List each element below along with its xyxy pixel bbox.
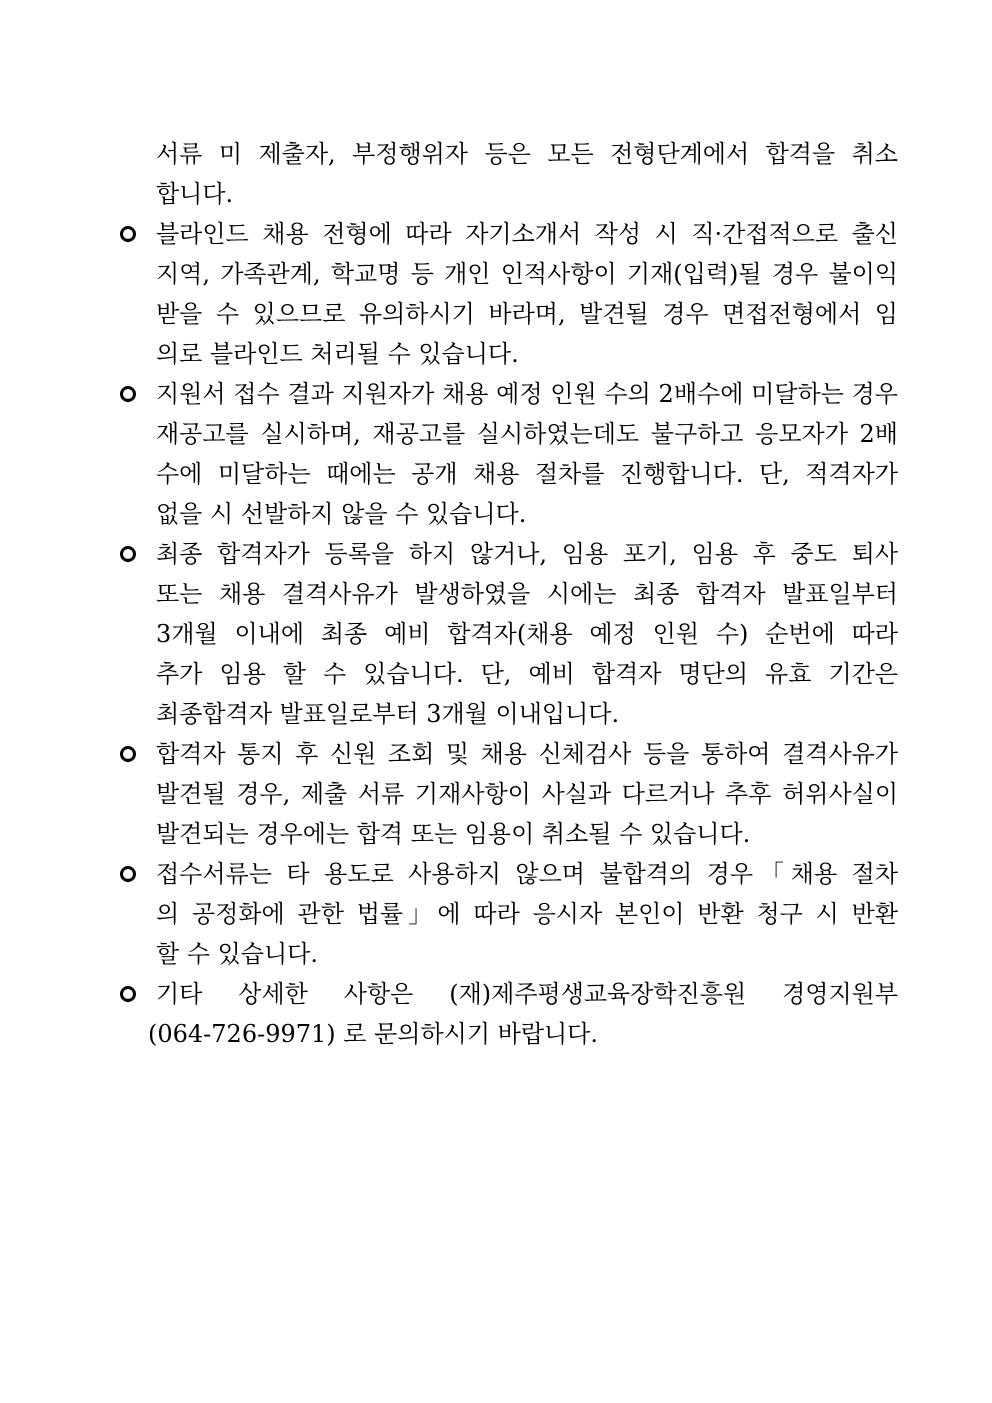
text-line-content: 의로 블라인드 처리될 수 있습니다. [156,340,519,368]
text-line-content: 블라인드 채용 전형에 따라 자기소개서 작성 시 직·간접적으로 출신 [156,220,898,248]
text-line-content: 접수서류는 타 용도로 사용하지 않으며 불합격의 경우「채용 절차 [156,860,898,888]
text-line [118,294,898,334]
text-line [118,814,898,854]
text-line-wrap [156,374,898,414]
text-line-content: 추가 임용 할 수 있습니다. 단, 예비 합격자 명단의 유효 기간은 [156,660,898,688]
text-line [118,454,898,494]
notice-item-contact [118,974,898,1054]
text-line-content: 또는 채용 결격사유가 발생하였을 시에는 최종 합격자 발표일부터 [156,580,898,608]
text-line [118,1014,898,1054]
text-line-content: 수에 미달하는 때에는 공개 채용 절차를 진행합니다. 단, 적격자가 [156,460,898,488]
bullet-holder [118,546,156,562]
text-line [118,254,898,294]
notice-item-first-line [118,374,898,414]
contact-phone-line: (064-726-9971) 로 문의하시기 바랍니다. [148,1020,598,1048]
text-line-content: 발견되는 경우에는 합격 또는 임용이 취소될 수 있습니다. [156,820,751,848]
text-line-content: 받을 수 있으므로 유의하시기 바라며, 발견될 경우 면접전형에서 임 [156,300,898,328]
text-line [118,654,898,694]
text-line [118,174,898,214]
text-line-content: 없을 시 선발하지 않을 수 있습니다. [156,500,527,528]
notice-item-first-line [118,534,898,574]
text-line-content: 최종합격자 발표일로부터 3개월 이내입니다. [156,700,620,728]
notice-item-reserve-candidates [118,534,898,734]
bullet-holder [118,226,156,242]
text-line [118,894,898,934]
document-body [118,134,898,1054]
bullet-holder [118,746,156,762]
text-line-content: 의 공정화에 관한 법률」에 따라 응시자 본인이 반환 청구 시 반환 [156,900,898,928]
bullet-holder [118,386,156,402]
hollow-circle-bullet-icon [120,866,136,882]
bullet-holder [118,986,156,1002]
text-line-content: 기타 상세한 사항은 (재)제주평생교육장학진흥원 경영지원부 [156,980,898,1008]
text-line-content: 서류 미 제출자, 부정행위자 등은 모든 전형단계에서 합격을 취소 [156,140,898,168]
notice-item-applicant-shortfall [118,374,898,534]
text-line [118,134,898,174]
text-line [118,934,898,974]
text-line-wrap [156,534,898,574]
text-line [118,414,898,454]
notice-item-first-line [118,214,898,254]
notice-item-document-return [118,854,898,974]
text-line-wrap [156,854,898,894]
text-line-content: 합니다. [156,180,234,208]
text-line-wrap [156,214,898,254]
text-line-content: 발견될 경우, 제출 서류 기재사항이 사실과 다르거나 추후 허위사실이 [156,780,898,808]
notice-item-first-line [118,974,898,1014]
hollow-circle-bullet-icon [120,226,136,242]
notice-item-first-line [118,854,898,894]
text-line [118,574,898,614]
text-line [118,494,898,534]
hollow-circle-bullet-icon [120,746,136,762]
text-line [118,334,898,374]
hollow-circle-bullet-icon [120,386,136,402]
notice-item-first-line [118,734,898,774]
text-line-content: 할 수 있습니다. [156,940,318,968]
text-line-content: 지역, 가족관계, 학교명 등 개인 인적사항이 기재(입력)될 경우 불이익 [156,260,898,288]
text-line [118,694,898,734]
text-line-content: 3개월 이내에 최종 예비 합격자(채용 예정 인원 수) 순번에 따라 [156,620,898,648]
text-line-content: 재공고를 실시하며, 재공고를 실시하였는데도 불구하고 응모자가 2배 [156,420,898,448]
hollow-circle-bullet-icon [120,546,136,562]
continuation-paragraph [118,134,898,214]
notice-item-blind-recruitment [118,214,898,374]
bullet-holder [118,866,156,882]
text-line-content: 최종 합격자가 등록을 하지 않거나, 임용 포기, 임용 후 중도 퇴사 [156,540,898,568]
text-line-wrap [156,734,898,774]
text-line-wrap [156,974,898,1014]
text-line-content: 합격자 통지 후 신원 조회 및 채용 신체검사 등을 통하여 결격사유가 [156,740,898,768]
text-line [118,614,898,654]
notice-item-disqualification [118,734,898,854]
hollow-circle-bullet-icon [120,986,136,1002]
text-line [118,774,898,814]
text-line-content: 지원서 접수 결과 지원자가 채용 예정 인원 수의 2배수에 미달하는 경우 [156,380,898,408]
